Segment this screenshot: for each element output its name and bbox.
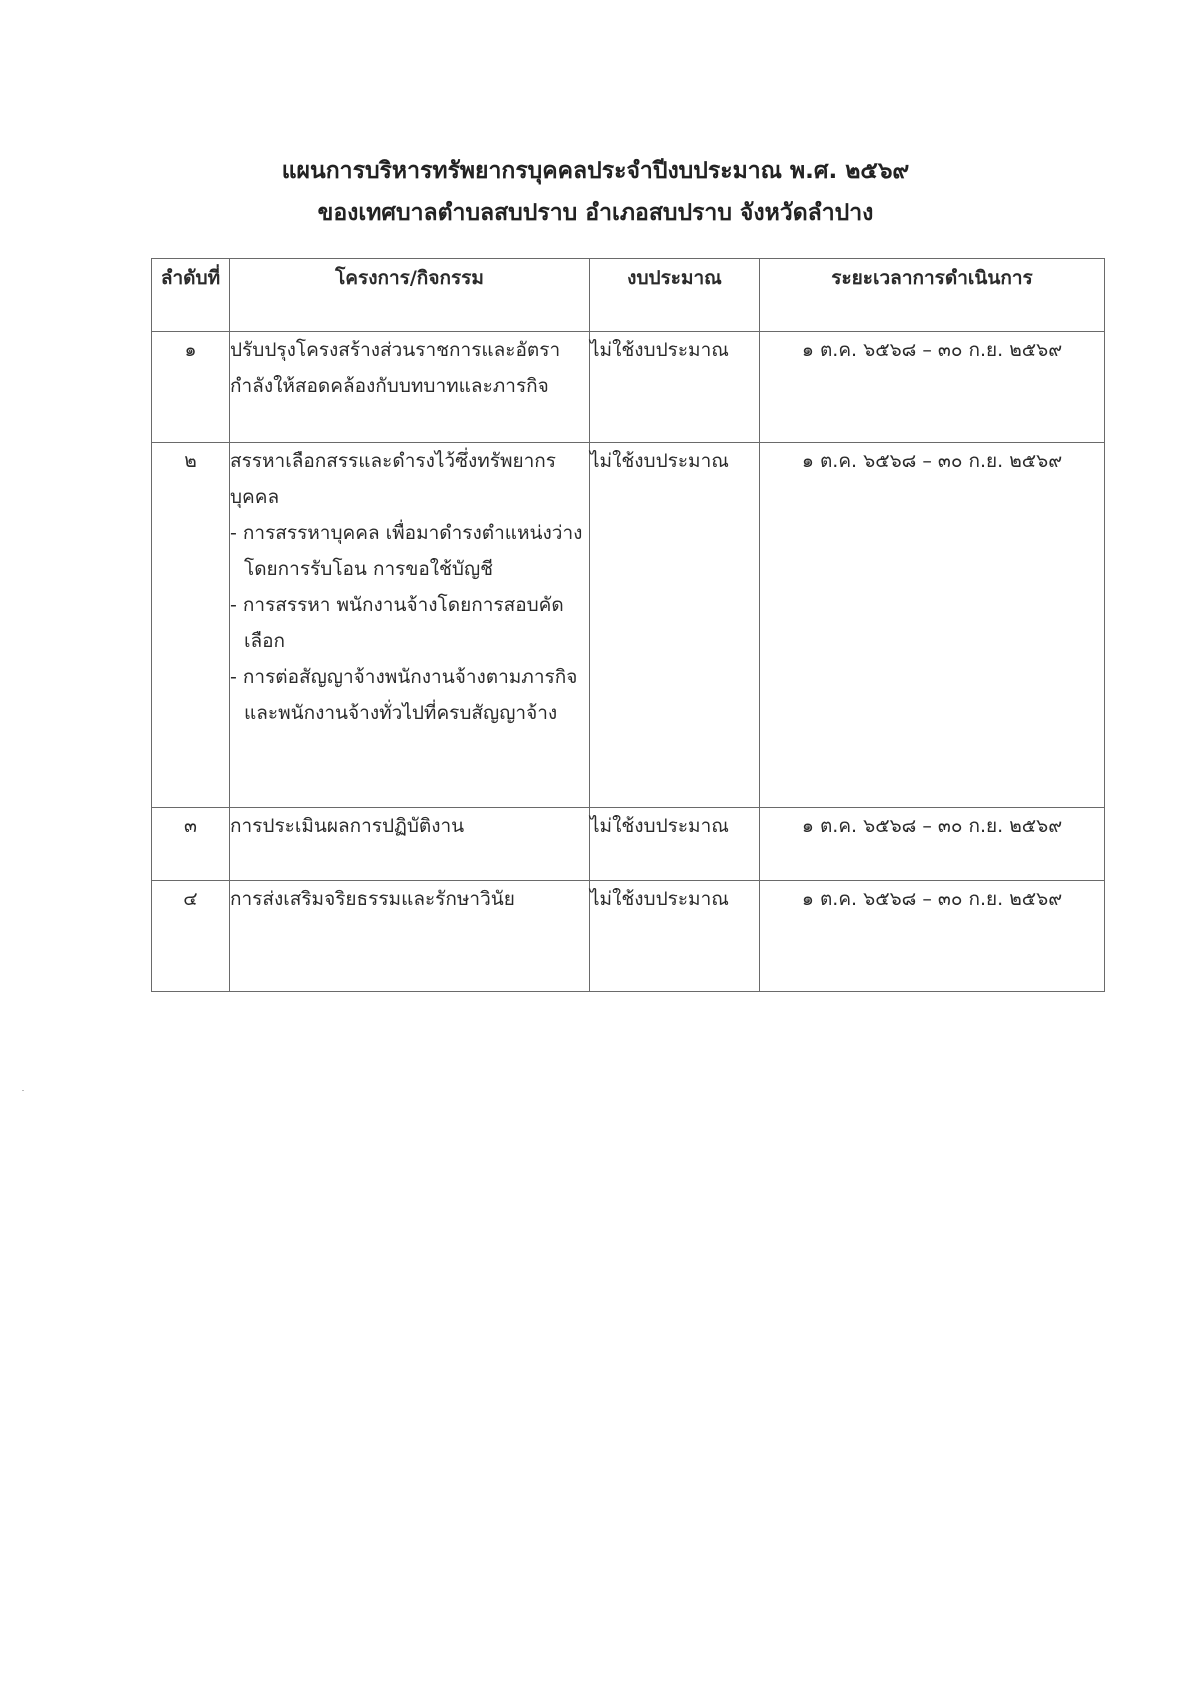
header-period: ระยะเวลาการดำเนินการ xyxy=(760,259,1105,332)
row-budget: ไม่ใช้งบประมาณ xyxy=(590,332,760,443)
header-project: โครงการ/กิจกรรม xyxy=(230,259,590,332)
table-row xyxy=(152,443,1105,808)
row-number: ๑ xyxy=(152,332,230,443)
row-project: การส่งเสริมจริยธรรมและรักษาวินัย xyxy=(230,881,590,992)
table-row xyxy=(152,808,1105,881)
table-header-row xyxy=(152,259,1105,332)
hr-plan-table xyxy=(151,258,1105,992)
row-number: ๓ xyxy=(152,808,230,881)
row-period: ๑ ต.ค. ๖๕๖๘ – ๓๐ ก.ย. ๒๕๖๙ xyxy=(760,443,1105,808)
row-project: สรรหาเลือกสรรและดำรงไว้ซึ่งทรัพยากรบุคคล xyxy=(230,450,557,508)
header-budget: งบประมาณ xyxy=(590,259,760,332)
table-row xyxy=(152,332,1105,443)
row-period: ๑ ต.ค. ๖๕๖๘ – ๓๐ ก.ย. ๒๕๖๙ xyxy=(760,881,1105,992)
sub-item: - การสรรหา พนักงานจ้างโดยการสอบคัดเลือก xyxy=(230,594,564,652)
document-title xyxy=(0,150,1191,234)
header-no: ลำดับที่ xyxy=(152,259,230,332)
row-period: ๑ ต.ค. ๖๕๖๘ – ๓๐ ก.ย. ๒๕๖๙ xyxy=(760,332,1105,443)
scan-speck xyxy=(22,1090,24,1091)
table-row xyxy=(152,881,1105,992)
row-budget: ไม่ใช้งบประมาณ xyxy=(590,808,760,881)
row-budget: ไม่ใช้งบประมาณ xyxy=(590,881,760,992)
row-project-cell xyxy=(230,443,590,808)
sub-item: - การต่อสัญญาจ้างพนักงานจ้างตามภารกิจ และพนักงานจ้างทั่วไปที่ครบสัญญาจ้าง xyxy=(230,666,578,724)
title-line-2: ของเทศบาลตำบลสบปราบ อำเภอสบปราบ จังหวัดลำปาง xyxy=(317,200,874,226)
title-line-1: แผนการบริหารทรัพยากรบุคคลประจำปีงบประมาณ พ.ศ. ๒๕๖๙ xyxy=(281,158,910,184)
row-number: ๒ xyxy=(152,443,230,808)
row-period: ๑ ต.ค. ๖๕๖๘ – ๓๐ ก.ย. ๒๕๖๙ xyxy=(760,808,1105,881)
row-project: ปรับปรุงโครงสร้างส่วนราชการและอัตรากำลังให้สอดคล้องกับบทบาทและภารกิจ xyxy=(230,332,590,443)
row-budget: ไม่ใช้งบประมาณ xyxy=(590,443,760,808)
row-number: ๔ xyxy=(152,881,230,992)
row-project: การประเมินผลการปฏิบัติงาน xyxy=(230,808,590,881)
sub-item: - การสรรหาบุคคล เพื่อมาดำรงตำแหน่งว่าง โดยการรับโอน การขอใช้บัญชี xyxy=(230,522,583,580)
